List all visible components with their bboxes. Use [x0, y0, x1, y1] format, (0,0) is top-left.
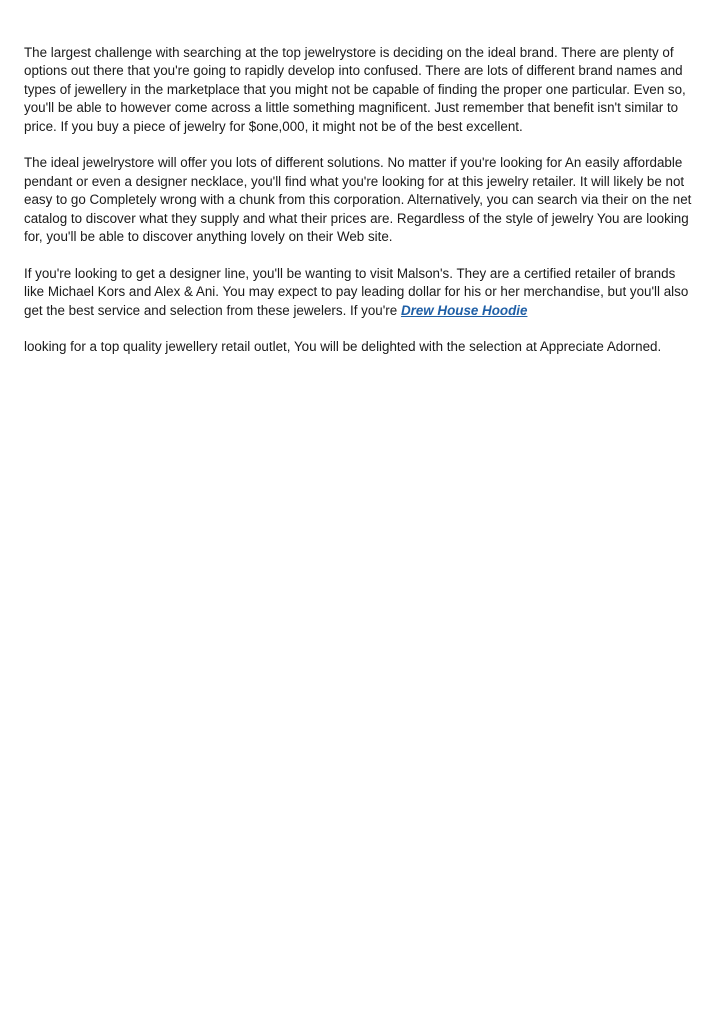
drew-house-hoodie-link[interactable]: Drew House Hoodie: [400, 302, 528, 318]
paragraph-2: The ideal jewelrystore will offer you lots of different solutions. No matter if you're looking for An easily affordable pendant or even a designer necklace, you'll find what you're looking for at this jewelry retailer. It will likely be not easy to go Completely wrong with a chunk from this corporation. Alternatively, you can search via their on the net catalog to discover what they supply and what their prices are. Regardless of the style of jewelry You are looking for, you'll be able to discover anything lovely on their Web site.: [24, 155, 692, 245]
paragraph-3-text: If you're looking to get a designer line, you'll be wanting to visit Malson's. They are a certified retailer of brands like Michael Kors and Alex & Ani. You may expect to pay leading dollar for his or her merchandise, but you'll also get the best service and selection from these jewelers. If you're: [24, 265, 689, 318]
document-body: [24, 44, 692, 375]
paragraph-4: looking for a top quality jewellery retail outlet, You will be delighted with the selection at Appreciate Adorned.: [24, 339, 662, 355]
paragraph-3: [24, 265, 692, 320]
paragraph-1: The largest challenge with searching at the top jewelrystore is deciding on the ideal brand. There are plenty of options out there that you're going to rapidly develop into confused. There are lots of different brand names and types of jewellery in the marketplace that you might not be capable of finding the proper one particular. Even so, you'll be able to however come across a little something magnificent. Just remember that benefit isn't similar to price. If you buy a piece of jewelry for $one,000, it might not be of the best excellent.: [24, 45, 686, 134]
